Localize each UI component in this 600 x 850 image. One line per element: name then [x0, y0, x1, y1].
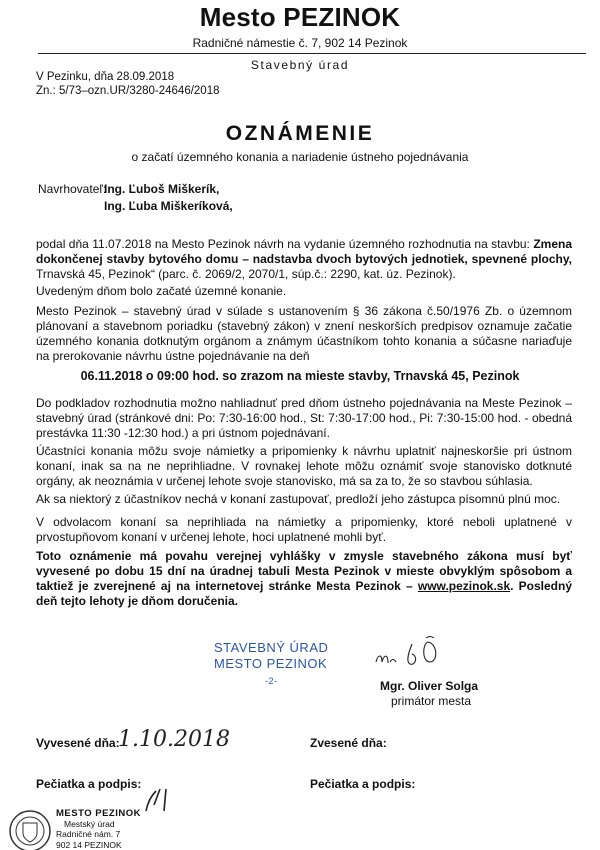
- seal-label-right: Pečiatka a podpis:: [310, 777, 416, 791]
- hearing-date: 06.11.2018 o 09:00 hod. so zrazom na mieste stavby, Trnavská 45, Pezinok: [80, 369, 520, 383]
- handwritten-signature: [372, 636, 472, 672]
- construction-location: Trnavská 45, Pezinok“ (parc. č. 2069/2, 2070/1, súp.č.: 2290, kat. úz. Pezinok).: [36, 267, 456, 281]
- applicant-name-1: Ing. Ľuboš Miškerík,: [104, 182, 220, 196]
- paragraph-started: Uvedeným dňom bolo začaté územné konanie.: [36, 284, 287, 298]
- applicant-name-2: Ing. Ľuba Miškeríková,: [104, 199, 233, 213]
- website-link[interactable]: www.pezinok.sk: [417, 579, 511, 593]
- public-notice-text: Toto oznámenie má povahu verejnej vyhlášky v zmysle stavebného zákona musí byť vyvesené po dobu 15 dní na úradnej tabuli Mesta Pezinok v mieste obvyklým spôsobom a taktiež je zverejnené aj na internetovej stránke Mesta Pezinok –: [36, 549, 572, 593]
- posted-date-value: 1.10.2018: [118, 727, 230, 752]
- paragraph-legal: Mesto Pezinok – stavebný úrad v súlade s ustanovením § 36 zákona č.50/1976 Zb. o územnom plánovaní a stavebnom poriadku (stavebný zákon) v znení neskorších predpisov oznamuje začatie územného konania dotknutým orgánom a známym účastníkom tohto konania a súčasne nariaďuje na prerokovanie návrhu ústne pojednávanie na deň: [36, 304, 572, 363]
- office-stamp-line-1: STAVEBNÝ ÚRAD: [214, 640, 329, 655]
- registry-stamp-line-4: 902 14 PEZINOK: [56, 840, 122, 850]
- header-divider: [38, 53, 586, 54]
- paragraph-documents: Do podkladov rozhodnutia možno nahliadnuť pred dňom ústneho pojednávania na Meste Pezinok – stavebný úrad (stránkové dni: Po: 7:30-16:00 hod., St: 7:30-17:00 hod., Pi: 7:30-15:00 hod. - obedná prestávka 11:30 -12:30 hod.) a pri ústnom pojednávaní.: [36, 396, 572, 440]
- reference-number: Zn.: 5/73–ozn.UR/3280-24646/2018: [36, 85, 220, 97]
- paragraph-objections: Účastníci konania môžu svoje námietky a pripomienky k návrhu uplatniť najneskoršie pri ústnom konaní, inak sa na ne neprihliadne. V rovnakej lehote môžu oznámiť svoje stanovisko dotknuté orgány, ak neoznámia v určenej lehote svoje stanovisko, má sa za to, že so stavbou súhlasia.: [36, 444, 572, 488]
- coat-of-arms-icon: [8, 809, 52, 850]
- office-stamp-line-3: -2-: [265, 676, 278, 686]
- application-text: podal dňa 11.07.2018 na Mesto Pezinok návrh na vydanie územného rozhodnutia na stavbu:: [36, 237, 530, 251]
- paragraph-public-notice: [36, 549, 572, 609]
- signatory-name: Mgr. Oliver Solga: [380, 679, 479, 693]
- registry-stamp-line-2: Mestský úrad: [64, 819, 115, 829]
- construction-name: Zmena dokončenej stavby bytového domu – nadstavba dvoch bytových jednotiek, spevnené plochy,: [36, 237, 572, 266]
- applicant-label: Navrhovateľ:: [38, 182, 107, 196]
- city-title: Mesto PEZINOK: [199, 2, 401, 32]
- city-address: Radničné námestie č. 7, 902 14 Pezinok: [192, 36, 408, 50]
- paragraph-appeal: V odvolacom konaní sa neprihliada na námietky a pripomienky, ktoré neboli uplatnené v prvostupňovom konaní v určenej lehote, hoci uplatnené mohli byť.: [36, 515, 572, 544]
- public-notice-end: . Posledný deň tejto lehoty je dňom doručenia.: [36, 579, 572, 608]
- registry-stamp-line-3: Radničné nám. 7: [56, 829, 121, 839]
- notice-title: OZNÁMENIE: [225, 122, 375, 145]
- paragraph-representation: Ak sa niektorý z účastníkov nechá v konaní zastupovať, predloží jeho zástupca písomnú plnú moc.: [36, 492, 561, 506]
- office-stamp-line-2: MESTO PEZINOK: [214, 656, 328, 671]
- removed-date-label: Zvesené dňa:: [310, 736, 387, 750]
- signatory-role: primátor mesta: [391, 694, 472, 708]
- place-date: V Pezinku, dňa 28.09.2018: [36, 71, 175, 83]
- paragraph-application: [36, 237, 572, 282]
- notice-subtitle: o začatí územného konania a nariadenie ústneho pojednávania: [131, 150, 469, 164]
- registry-stamp: [8, 805, 148, 850]
- registry-stamp-line-1: MESTO PEZINOK: [56, 808, 141, 819]
- office-name: Stavebný úrad: [250, 58, 350, 72]
- seal-label-left: Pečiatka a podpis:: [36, 777, 142, 791]
- posted-date-label: Vyvesené dňa:: [36, 736, 120, 750]
